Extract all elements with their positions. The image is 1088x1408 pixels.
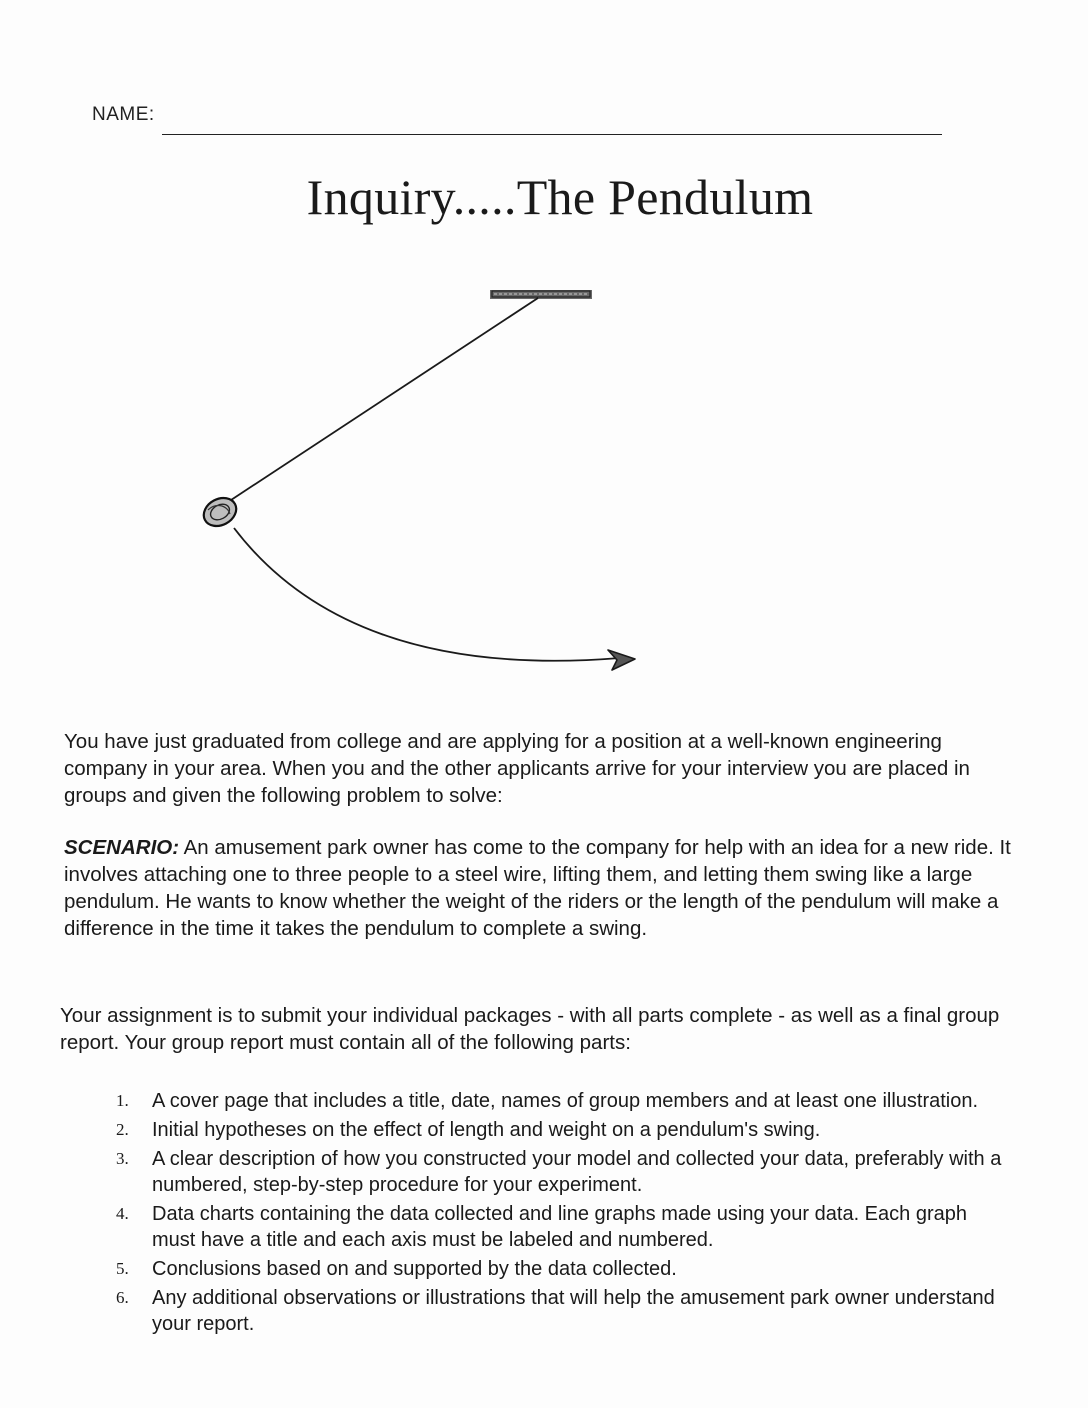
list-item-text: Data charts containing the data collected and line graphs made using your data. Each graph must have a title and each axis must be labeled and numbered. [152,1203,967,1251]
scenario-paragraph [64,834,1014,942]
list-item-text: A cover page that includes a title, date, names of group members and at least one illustration. [152,1090,979,1112]
list-item-number: 6. [116,1288,129,1307]
list-item-text: A clear description of how you constructed your model and collected your data, preferably with a numbered, step-by-step procedure for your experiment. [152,1148,1002,1196]
name-field-row [92,104,944,138]
list-item [116,1201,1006,1253]
list-item [116,1088,1006,1114]
name-label: NAME: [92,104,155,125]
pendulum-wire [228,298,538,502]
requirements-list [116,1088,1006,1340]
arrowhead-icon [608,650,635,670]
list-item [116,1117,1006,1143]
list-item [116,1285,1006,1337]
pendulum-illustration [100,280,700,700]
list-item-text: Initial hypotheses on the effect of length and weight on a pendulum's swing. [152,1119,821,1141]
assignment-paragraph: Your assignment is to submit your individual packages - with all parts complete - as well as a final group report. Your group report must contain all of the following parts: [60,1004,1000,1054]
scenario-text: An amusement park owner has come to the company for help with an idea for a new ride. It involves attaching one to three people to a steel wire, lifting them, and letting them swing like a large pendulum. He wants to know whether the weight of the riders or the length of the pendulum will make a difference in the time it takes the pendulum to complete a swing. [64,836,1011,940]
list-item-number: 4. [116,1204,129,1223]
list-item-number: 5. [116,1259,129,1278]
scenario-label: SCENARIO: [64,836,180,859]
list-item-number: 2. [116,1120,129,1139]
page-title: Inquiry.....The Pendulum [306,169,814,225]
intro-paragraph: You have just graduated from college and are applying for a position at a well-known engineering company in your area. When you and the other applicants arrive for your interview you are placed in groups and given the following problem to solve: [64,730,970,807]
list-item-number: 3. [116,1149,129,1168]
list-item-number: 1. [116,1091,129,1110]
list-item [116,1146,1006,1198]
name-blank-line[interactable] [162,134,942,135]
support-bar [490,290,592,299]
list-item [116,1256,1006,1282]
list-item-text: Conclusions based on and supported by the data collected. [152,1258,677,1280]
list-item-text: Any additional observations or illustrations that will help the amusement park owner understand your report. [152,1287,995,1335]
swing-path-arc [234,528,620,661]
